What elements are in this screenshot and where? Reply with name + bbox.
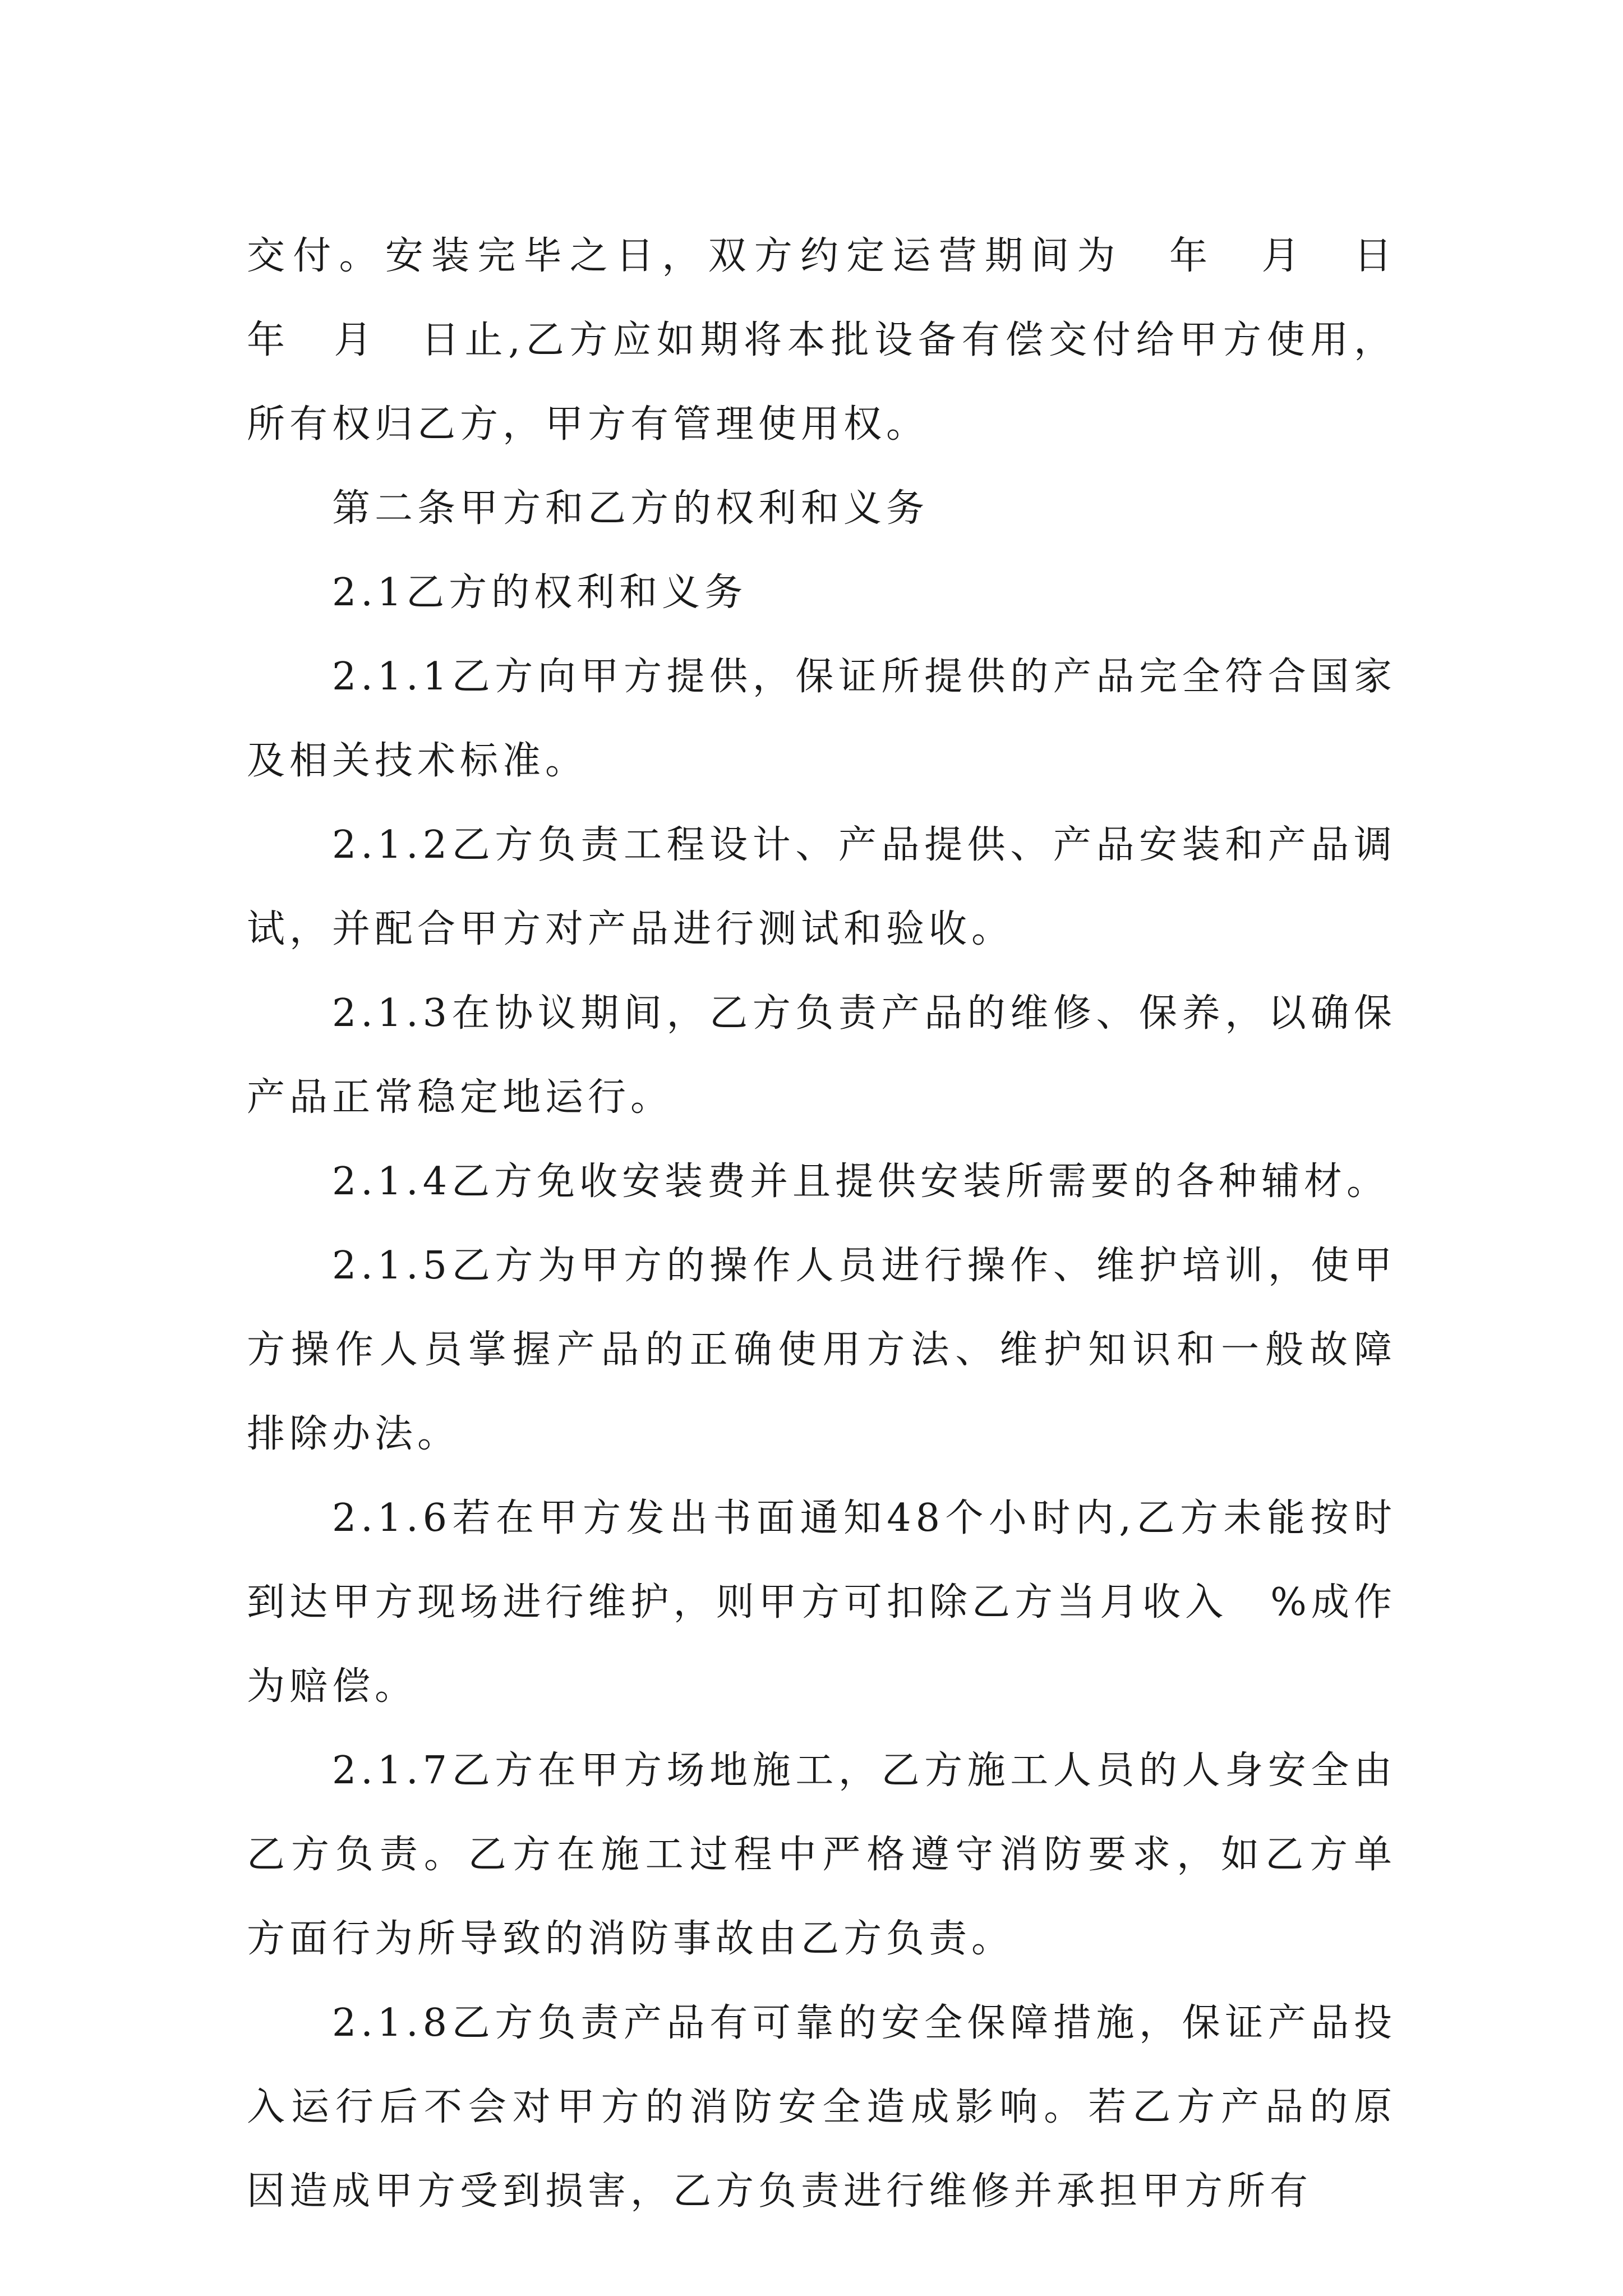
- paragraph-2-1-8: 2.1.8乙方负责产品有可靠的安全保障措施，保证产品投入运行后不会对甲方的消防安全造成影响。若乙方产品的原因造成甲方受到损害，乙方负责进行维修并承担甲方所有: [247, 2001, 1396, 2214]
- paragraph-2-1-heading: 2.1乙方的权利和义务: [332, 570, 748, 615]
- paragraph-2-1-2: 2.1.2乙方负责工程设计、产品提供、产品安装和产品调试，并配合甲方对产品进行测试和验收。: [247, 823, 1396, 951]
- document-body: [247, 214, 1482, 2234]
- paragraph-2-1-5: 2.1.5乙方为甲方的操作人员进行操作、维护培训，使甲方操作人员掌握产品的正确使用方法、维护知识和一般故障排除办法。: [247, 1244, 1396, 1456]
- paragraph-2-1-1: 2.1.1乙方向甲方提供，保证所提供的产品完全符合国家及相关技术标准。: [247, 655, 1396, 783]
- paragraph-delivery-period: 交付。安装完毕之日，双方约定运营期间为 年 月 日 年 月 日止,乙方应如期将本批设备有偿交付给甲方使用，所有权归乙方，甲方有管理使用权。: [247, 234, 1482, 447]
- paragraph-2-1-3: 2.1.3在协议期间，乙方负责产品的维修、保养，以确保产品正常稳定地运行。: [247, 991, 1396, 1120]
- paragraph-2-1-6: 2.1.6若在甲方发出书面通知48个小时内,乙方未能按时到达甲方现场进行维护，则甲方可扣除乙方当月收入 %成作为赔偿。: [247, 1496, 1396, 1709]
- paragraph-article-2-heading: 第二条甲方和乙方的权利和义务: [332, 486, 929, 531]
- paragraph-2-1-4: 2.1.4乙方免收安装费并且提供安装所需要的各种辅材。: [332, 1159, 1390, 1204]
- paragraph-2-1-7: 2.1.7乙方在甲方场地施工，乙方施工人员的人身安全由乙方负责。乙方在施工过程中严格遵守消防要求，如乙方单方面行为所导致的消防事故由乙方负责。: [247, 1749, 1396, 1961]
